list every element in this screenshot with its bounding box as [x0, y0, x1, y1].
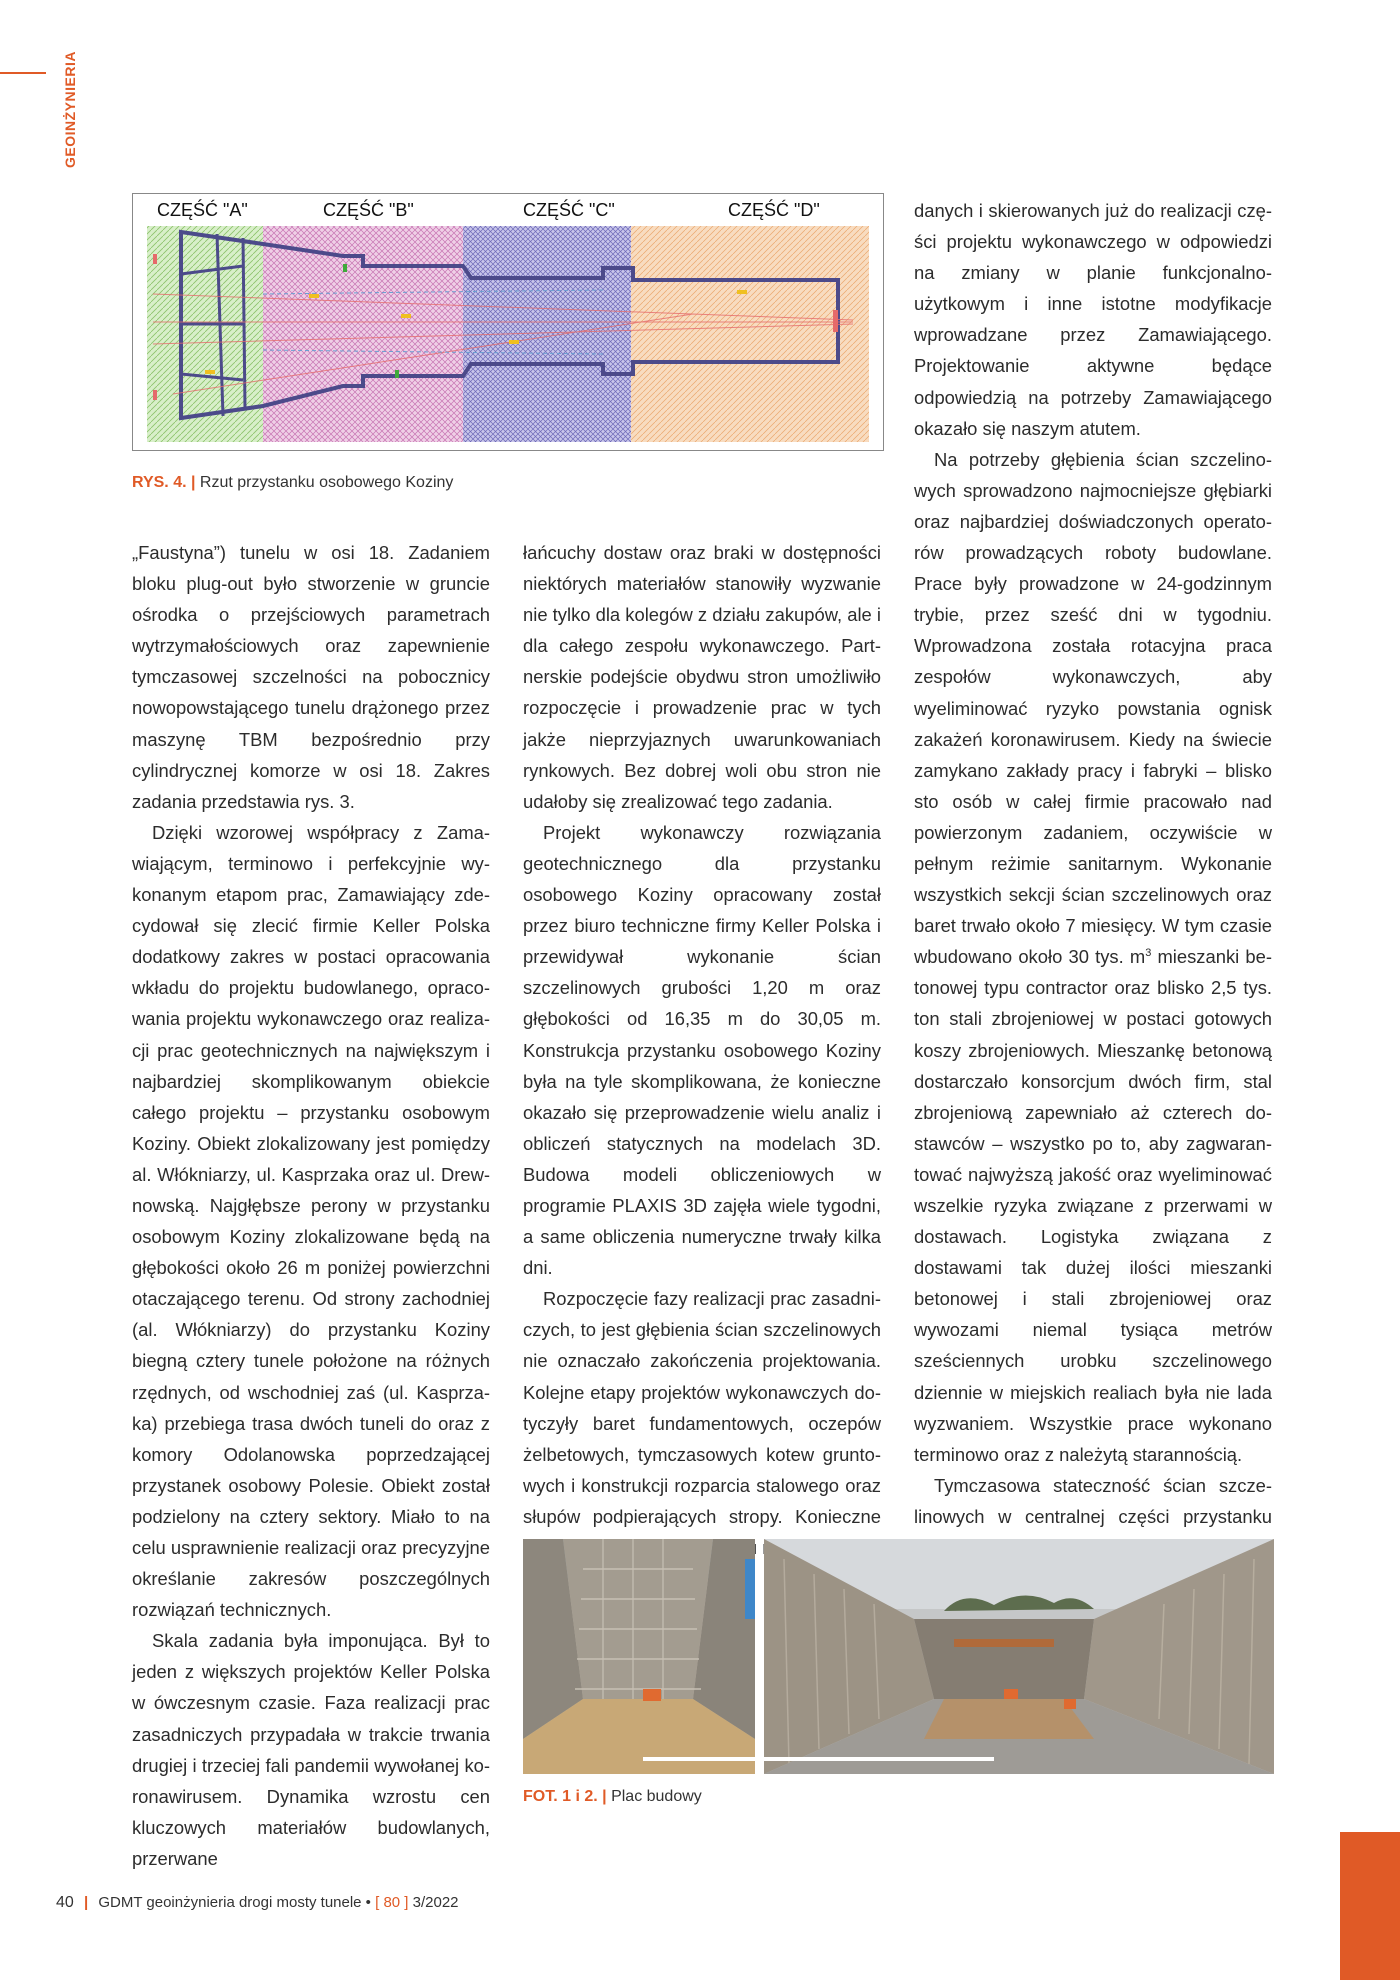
paragraph-text: Na potrzeby głębienia ścian szczelinowych sprowadzono najmocniejsze głębiarki oraz najbardziej doświadczonych operatorów prowadzących roboty budowlane. Prace były prowadzone w 24-godzinnym trybie, przez sześć dni w tygodniu. Wprowadzona została rotacyjna praca zespołów wykonawczych, aby wyeliminować ryzyko powstania ognisk zakażeń koronawirusem. Kiedy na świecie zamykano zakłady pracy i fabryki – blisko sto osób w całej firmie pracowało nad powierzonym zadaniem, oczywiście w pełnym reżimie sanitarnym. Wykonanie wszystkich sekcji ścian szczelinowych oraz baret trwało około 7 miesięcy. W tym czasie wbudowano około 30 tys. m [914, 448, 1272, 968]
part-d-label: CZĘŚĆ "D" [728, 200, 820, 220]
sector-d-area [631, 226, 869, 442]
paragraph: Dzięki wzorowej współpracy z Zamawiającym, terminowo i perfekcyjnie wykonanym etapom prac, Zamawiający zdecydował się zlecić firmie Keller Polska dodatkowy zakres w postaci opracowania wkładu do projektu budowlanego, opracowania projektu wykonawczego oraz realizacji prac geotechnicznych na największym i najbardziej skomplikowanym obiekcie całego projektu – przystanku osobowym Koziny. Obiekt zlokalizowany jest pomiędzy al. Włókniarzy, ul. Kasprzaka oraz ul. Drewnowską. Najgłębsze perony w przystanku osobowym Koziny zlokalizowane będą na głębokości około 26 m poniżej powierzchni otaczającego terenu. Od strony zachodniej (al. Włókniarzy) do przystanku Koziny biegną cztery tunele położone na różnych rzędnych, od wschodniej zaś (ul. Kasprzaka) przebiega trasa dwóch tuneli do oraz z komory Odolanowska poprzedzającej przystanek osobowy Polesie. Obiekt został podzielony na cztery sektory. Miało to na celu usprawnienie realizacji oraz precyzyjne określanie zakresów poszczególnych rozwiązań technicznych. [132, 821, 490, 1621]
photos-caption-text: Plac budowy [611, 1788, 702, 1805]
corner-accent-block [1340, 1832, 1400, 1980]
text-column-3 [914, 195, 1272, 1594]
paragraph [914, 444, 1272, 1470]
photos-caption [523, 1788, 702, 1806]
paragraph-text: mieszanki betonowej typu contractor oraz blisko 2,5 tys. ton stali zbrojeniowej w postaci gotowych koszy zbrojeniowych. Mieszankę betonową dostarczało konsorcjum dwóch firm, stal zbrojeniową zapewniało aż czterech dostawców – wszystko po to, aby zagwarantować najwyższą jakość oraz wyeliminować wszelkie ryzyka związane z przerwami w dostawach. Logistyka związana z dostawami tak dużej ilości mieszanki betonowej i stali zbrojeniowej oraz wywozami niemal tysiąca metrów sześciennych urobku szczelinowego dziennie w miejskich realiach była nie lada wyzwaniem. Wszystkie prace wykonano terminowo oraz z należytą starannością. [914, 946, 1272, 1465]
section-label: GEOINŻYNIERIA [62, 51, 78, 168]
part-c-label: CZĘŚĆ "C" [523, 200, 615, 220]
part-b-label: CZĘŚĆ "B" [323, 200, 414, 220]
text-column-2 [523, 537, 881, 1563]
superscript: 3 [1145, 947, 1152, 960]
station-plan-drawing [133, 194, 883, 450]
text-column-1 [132, 537, 490, 1874]
footer-separator: | [83, 1894, 89, 1911]
figure-4-plan [132, 193, 884, 451]
photos-caption-tag: FOT. 1 i 2. | [523, 1788, 607, 1805]
paragraph: Skala zadania była imponująca. Był to jeden z większych projektów Keller Polska w ówczesnym czasie. Faza realizacji prac zasadniczych przypadała w trakcie trwania drugiej i trzeciej fali pandemii wywołanej koronawirusem. Dynamika wzrostu cen kluczowych materiałów budowlanych, przerwane [132, 1630, 490, 1869]
accent-line [0, 72, 46, 74]
part-a-label: CZĘŚĆ "A" [157, 200, 248, 220]
paragraph: Rozpoczęcie fazy realizacji prac zasadniczych, to jest głębienia ścian szczelinowych nie oznaczało zakończenia projektowania. Kolejne etapy projektów wykonawczych dotyczyły baret fundamentowych, oczepów żelbetowych, tymczasowych kotew gruntowych i konstrukcji rozparcia stalowego oraz słupów podpierających stropy. Konieczne [523, 1288, 881, 1527]
journal-name: GDMT geoinżynieria drogi mosty tunele • [98, 1894, 371, 1911]
figure-4-caption-text: Rzut przystanku osobowego Koziny [199, 474, 454, 491]
paragraph: danych i skierowanych już do realizacji części projektu wykonawczego w odpowiedzi na zmiany w planie funkcjonalno-użytkowym i inne istotne modyfikacje wprowadzane przez Zamawiającego. Projektowanie aktywne będące odpowiedzią na potrzeby Zamawiającego okazało się naszym atutem. [914, 200, 1272, 439]
paragraph: łańcuchy dostaw oraz braki w dostępności niektórych materiałów stanowiły wyzwanie nie tylko dla kolegów z działu zakupów, ale i dla całego zespołu wykonawczego. Partnerskie podejście obydwu stron umożliwiło rozpoczęcie i prowadzenie prac w tych jakże nieprzyjaznych uwarunkowaniach rynkowych. Bez dobrej woli obu stron nie udałoby się zrealizować tego zadania. [523, 542, 881, 812]
page-footer [56, 1894, 459, 1912]
issue-date: 3/2022 [412, 1894, 459, 1911]
page-number: 40 [56, 1894, 74, 1911]
figure-4-caption [132, 474, 453, 492]
photo-2-construction-site [764, 1539, 1274, 1774]
paragraph: Projekt wykonawczy rozwiązania geotechnicznego dla przystanku osobowego Koziny opracowany został przez biuro techniczne firmy Keller Polska i przewidywał wykonanie ścian szczelinowych grubości 1,20 m oraz głębokości od 16,35 m do 30,05 m. Konstrukcja przystanku osobowego Koziny była na tyle skomplikowana, że konieczne okazało się przeprowadzenie wielu analiz i obliczeń statycznych na modelach 3D. Budowa modeli obliczeniowych w programie PLAXIS 3D zajęła wiele tygodni, a same obliczenia numeryczne trwały kilka dni. [523, 821, 881, 1279]
paragraph: Tymczasowa stateczność ścian szczelinowych w centralnej części przystanku [914, 1474, 1272, 1527]
paragraph: „Faustyna”) tunelu w osi 18. Zadaniem bloku plug-out było stworzenie w gruncie ośrodka o przejściowych parametrach wytrzymałościowych oraz zapewnienie tymczasowej szczelności na pobocznicy nowopowstającego tunelu drążonego przez maszynę TBM bezpośrednio przy cylindrycznej komorze w osi 18. Zakres zadania przedstawia rys. 3. [132, 542, 490, 812]
figure-4-caption-tag: RYS. 4. | [132, 474, 196, 491]
issue-number: [ 80 ] [375, 1894, 409, 1911]
photo-1-excavation-shaft [523, 1539, 755, 1774]
